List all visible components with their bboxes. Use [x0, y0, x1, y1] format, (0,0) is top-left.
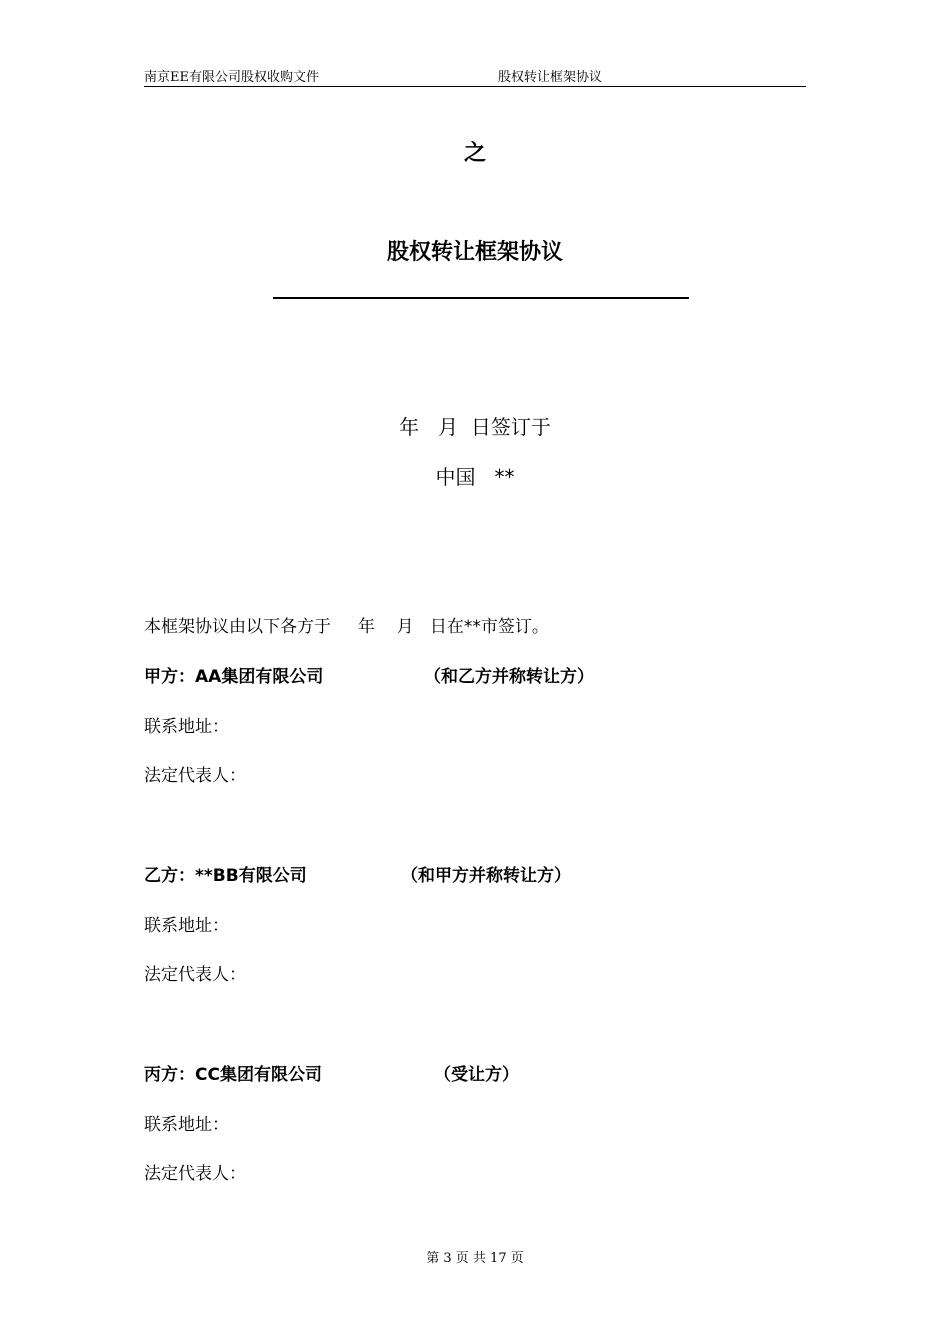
party-b-address-label: 联系地址：: [144, 916, 229, 936]
party-c-role: （受让方）: [434, 1065, 519, 1085]
party-b-role: （和甲方并称转让方）: [401, 866, 571, 886]
page-number: 第 3 页 共 17 页: [426, 1251, 524, 1266]
signing-place: 中国 **: [435, 465, 515, 489]
party-a-role: （和乙方并称转让方）: [424, 667, 594, 687]
header-document-title: 南京EE有限公司股权收购文件: [144, 70, 319, 85]
party-c-representative-label: 法定代表人：: [144, 1164, 246, 1184]
signing-date: 年 月 日签订于: [399, 415, 551, 439]
party-a-name: 甲方：AA集团有限公司: [144, 667, 324, 687]
party-a-representative-label: 法定代表人：: [144, 766, 246, 786]
party-c-name: 丙方：CC集团有限公司: [144, 1065, 322, 1085]
party-a-address-label: 联系地址：: [144, 717, 229, 737]
party-b-representative-label: 法定代表人：: [144, 965, 246, 985]
page-title: 股权转让框架协议: [386, 240, 563, 265]
title-connector: 之: [463, 141, 486, 166]
title-underline: [273, 297, 689, 299]
header-agreement-name: 股权转让框架协议: [498, 70, 603, 85]
intro-paragraph: 本框架协议由以下各方于 年 月 日在**市签订。: [144, 617, 549, 637]
party-b-name: 乙方：**BB有限公司: [144, 866, 307, 886]
party-c-address-label: 联系地址：: [144, 1115, 229, 1135]
page-header: [144, 66, 806, 87]
